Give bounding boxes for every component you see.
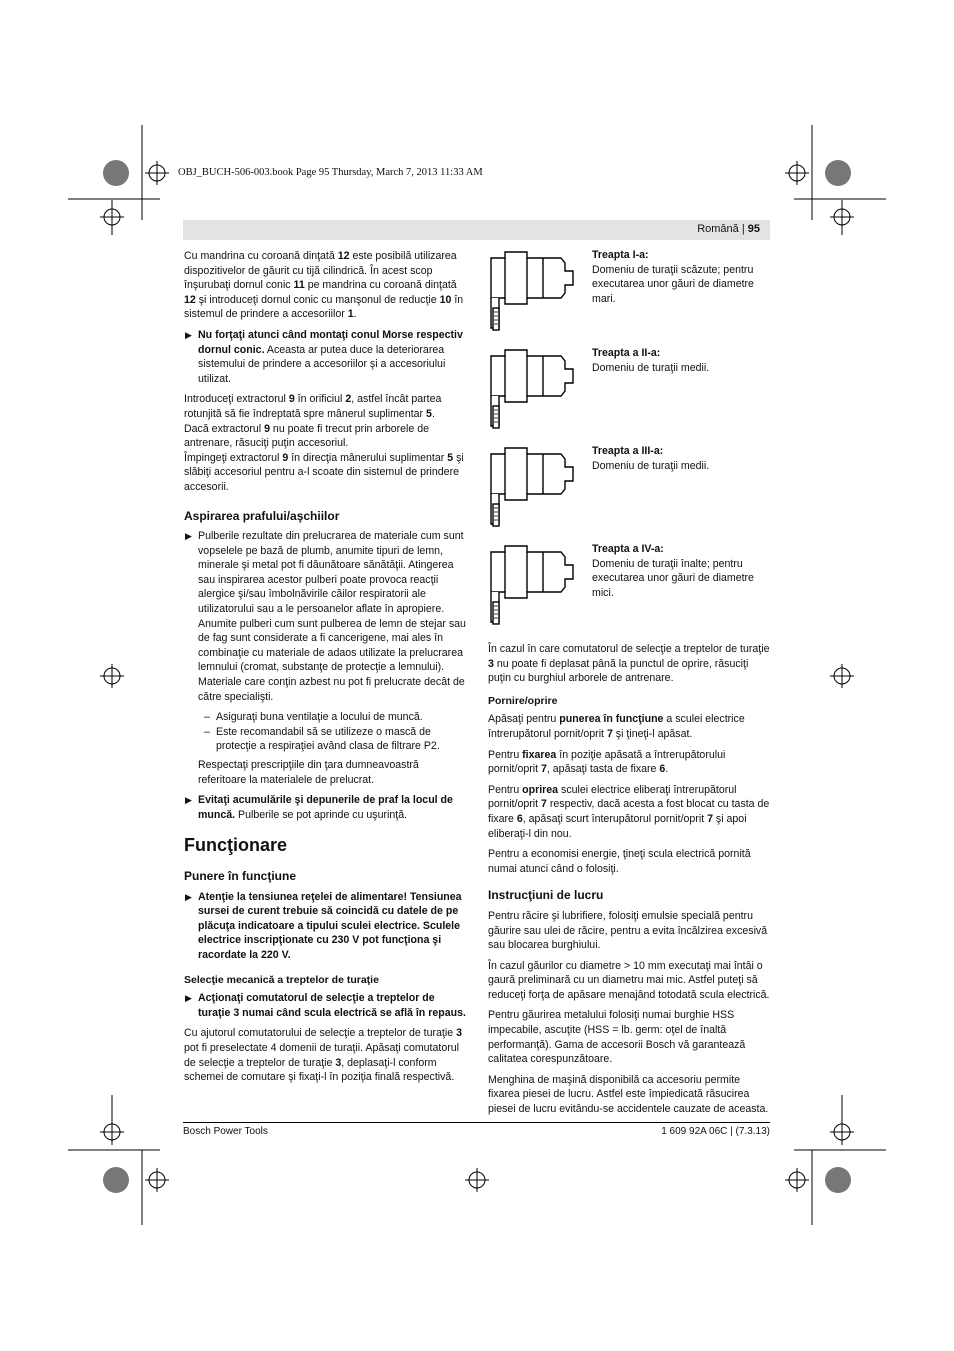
dash-item-mask: – Este recomandabil să se utilizeze o mască de protecţie a respiraţiei având clasa de filtrare P2.	[204, 725, 440, 753]
gear-selector-diagram-icon	[488, 346, 583, 441]
bullet-arrow-icon: ▶	[185, 795, 192, 806]
bullet-dust-hazard: ▶ Pulberile rezultate din prelucrarea de materiale cum sunt vopselele pe bază de plumb, anumite tipuri de lemn, minerale şi metal pot fi dăunătoare sănătăţii. Atingerea sau inspirarea acestor pulberi poate provoca reacţii alergice şi/sau îmbolnăvirile căilor respiratorii ale utilizatorului sau a le persoanelor aflate în apropiere. Anumite pulberi cum sunt pulberea de lemn de stejar sau de fag sunt considerate a fi cancerigene, mai ales în combinaţie cu materiale de adaos utilizate la prelucrarea lemnului (cromat, substanţe de protecţie a lemnului). Materiale care conţin azbest nu pot fi prelucrate decât de către specialişti.	[185, 530, 466, 703]
header-separator: |	[741, 223, 745, 235]
heading-dust-extraction: Aspirarea prafului/aşchiilor	[184, 508, 340, 523]
gear-selector-diagram-icon	[488, 248, 583, 343]
paragraph-extractor-3: Împingeţi extractorul 9 în direcţia mânerului suplimentar 5 şi slăbiţi accesoriul pentru a-l scoate din sistemul de prindere accesorii.	[184, 451, 464, 493]
paragraph-switch-on: Apăsaţi pentru punerea în funcţiune a sculei electrice întrerupătorul pornit/oprit 7 şi ţineţi-l apăsat.	[488, 713, 745, 740]
paragraph-vise: Menghina de maşină disponibilă ca accesoriu permite fixarea piesei de lucru. Astfel este împiedicată răsucirea piesei de lucru evitându-se accidentele cauzate de aceasta.	[488, 1073, 769, 1116]
bullet-morse-cone: ▶ Nu forţaţi atunci când montaţi conul Morse respectiv dornul conic. Aceasta ar putea duce la deteriorarea sistemului de prindere a accesoriilor şi a accesoriului utilizat.	[185, 328, 463, 385]
gear-step-3	[488, 444, 770, 539]
bullet-arrow-icon: ▶	[185, 531, 192, 542]
bullet-arrow-icon: ▶	[185, 329, 192, 340]
gear-step-4	[488, 542, 770, 637]
gear-step-title: Treapta a II-a:	[592, 347, 661, 359]
bullet-arrow-icon: ▶	[185, 993, 192, 1004]
gear-step-2	[488, 346, 770, 441]
gear-step-text	[592, 542, 772, 600]
footer-right: 1 609 92A 06C | (7.3.13)	[661, 1126, 770, 1137]
gear-step-1	[488, 248, 770, 343]
left-column	[184, 249, 466, 1091]
paragraph-cooling: Pentru răcire şi lubrifiere, folosiţi emulsie specială pentru găurire sau ulei de răcire, pentru a evita încălzirea excesivă sau blocarea burghiului.	[488, 909, 768, 952]
header-language: Română	[697, 223, 739, 235]
paragraph-extractor-1: Introduceţi extractorul 9 în orificiul 2, astfel încât partea rotunjită să fie îndreptată spre mânerul suplimentar 5.	[184, 393, 442, 420]
bullet-dust-accumulation: ▶ Evitaţi acumulările şi depunerile de praf la locul de muncă. Pulberile se pot aprinde cu uşurinţă.	[185, 794, 453, 821]
gear-step-title: Treapta a III-a:	[592, 445, 664, 457]
heading-working-advice: Instrucţiuni de lucru	[488, 888, 604, 903]
paragraph-taper-mandrel: Cu mandrina cu coroană dinţată 12 este posibilă utilizarea dispozitivelor de găurit cu tijă cilindrică. În acest scop înşurubaţi dornul conic 11 pe mandrina cu coroană dinţată 12 şi introduceţi dornul conic cu manşonul de reducţie 10 în sistemul de prindere a accesoriilor 1.	[184, 250, 464, 321]
footer-left: Bosch Power Tools	[183, 1126, 268, 1137]
footer-rule	[183, 1122, 770, 1123]
heading-on-off: Pornire/oprire	[488, 694, 558, 707]
gear-step-description: Domeniu de turaţii medii.	[592, 361, 710, 374]
print-slug: OBJ_BUCH-506-003.book Page 95 Thursday, March 7, 2013 11:33 AM	[178, 167, 483, 178]
paragraph-pilot-hole: În cazul găurilor cu diametre > 10 mm executaţi mai întâi o gaură preliminară cu un diametru mai mic. Astfel puteţi să reduceţi forţa de apăsare menajând totodată scula electrică.	[488, 959, 770, 1001]
gear-selector-diagram-icon	[488, 444, 583, 539]
page-number: 95	[747, 223, 760, 235]
heading-starting: Punere în funcţiune	[184, 868, 297, 883]
header-text	[697, 223, 760, 235]
gear-step-description: Domeniu de turaţii medii.	[592, 459, 710, 472]
bullet-arrow-icon: ▶	[185, 891, 192, 902]
gear-step-title: Treapta a IV-a:	[592, 543, 664, 555]
gear-step-description: Domeniu de turaţii scăzute; pentru executarea unor găuri de diametre mari.	[592, 263, 754, 305]
paragraph-lock: Pentru fixarea în poziţie apăsată a întrerupătorului pornit/oprit 7, apăsaţi tasta de fixare 6.	[488, 748, 726, 776]
heading-gear-selection: Selecţie mecanică a treptelor de turaţie	[184, 973, 379, 986]
paragraph-gear-stop: În cazul în care comutatorul de selecţie a treptelor de turaţie 3 nu poate fi deplasat până la punctul de oprire, răsuciţi puţin cu burghiul arborele de antrenare.	[488, 643, 770, 685]
bullet-voltage: ▶ Atenţie la tensiunea reţelei de alimentare! Tensiunea sursei de curent trebuie să coincidă cu datele de pe plăcuţa indicatoare a tipului sculei electrice. Sculele electrice inscripţionate cu 230 V pot funcţiona şi racordate la 220 V.	[185, 890, 462, 961]
bullet-gear-switch: ▶ Acţionaţi comutatorul de selecţie a treptelor de turaţie 3 numai când scula electrică se află în repaus.	[185, 992, 466, 1019]
paragraph-gear-selector: Cu ajutorul comutatorului de selecţie a treptelor de turaţie 3 pot fi preselectate 4 domenii de turaţii. Apăsaţi comutatorul de selecţie a treptelor de turaţie 3, deplasaţi-l conform schemei de comutare şi fixaţi-l în poziţia finală respectivă.	[184, 1027, 462, 1084]
paragraph-switch-off: Pentru oprirea sculei electrice eliberaţi întrerupătorul pornit/oprit 7 respectiv, dacă acesta a fost blocat cu tasta de fixare 6, apăsaţi scurt înterupătorul pornit/oprit 7 şi apoi eliberaţi-l din nou.	[488, 783, 770, 840]
gear-step-text	[592, 248, 772, 306]
running-header	[183, 220, 770, 240]
dash-item-ventilation: – Asiguraţi buna ventilaţie a locului de muncă.	[204, 711, 423, 724]
gear-step-title: Treapta I-a:	[592, 249, 649, 261]
gear-step-text	[592, 346, 772, 375]
right-column	[488, 642, 770, 1123]
gear-step-text	[592, 444, 772, 473]
paragraph-energy: Pentru a economisi energie, ţineţi scula electrică pornită numai atunci când o folosiţi.	[488, 848, 751, 875]
heading-operation: Funcţionare	[184, 835, 288, 856]
paragraph-extractor-2: Dacă extractorul 9 nu poate fi trecut prin arborele de antrenare, răsuciţi puţin accesoriul.	[184, 422, 429, 450]
paragraph-hss: Pentru găurirea metalului folosiţi numai burghie HSS impecabile, ascuţite (HSS = lb. germ: oţel de înaltă performanţă). Gama de accesorii Bosch vă garantează calitatea corespunzătoare.	[488, 1009, 746, 1066]
gear-selector-diagram-icon	[488, 542, 583, 637]
gear-step-description: Domeniu de turaţii înalte; pentru executarea unor găuri de diametre mici.	[592, 557, 754, 599]
paragraph-regulations: Respectaţi prescripţiile din ţara dumneavoastră referitoare la materialele de prelucrat.	[198, 759, 419, 786]
